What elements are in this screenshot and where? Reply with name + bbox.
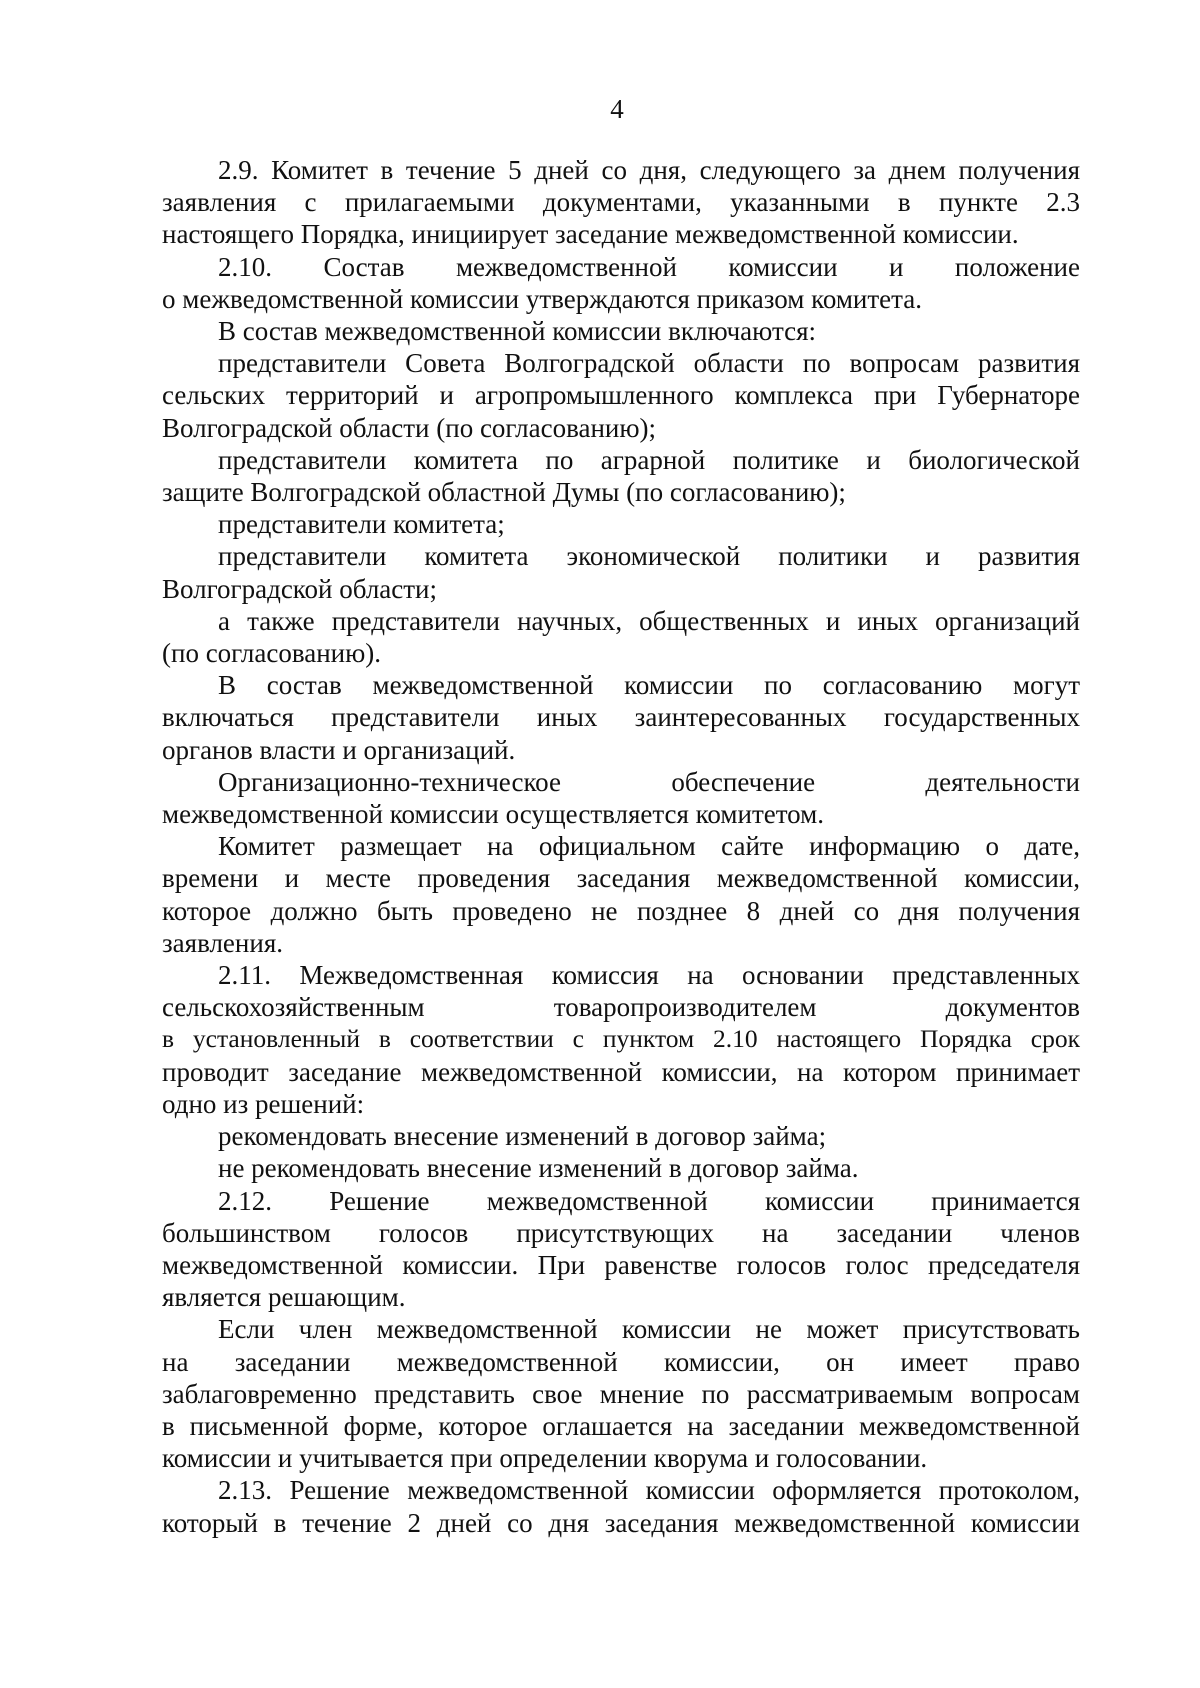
paragraph xyxy=(162,251,1080,315)
text-line: В состав межведомственной комиссии по согласованию могут xyxy=(218,670,1080,701)
paragraph xyxy=(162,766,1080,830)
text-line: рекомендовать внесение изменений в договор займа; xyxy=(218,1121,827,1152)
paragraph xyxy=(162,508,1080,540)
text-line: сельских территорий и агропромышленного комплекса при Губернаторе xyxy=(162,380,1080,411)
paragraph xyxy=(162,315,1080,347)
text-line: представители комитета; xyxy=(218,509,505,540)
text-line: межведомственной комиссии осуществляется комитетом. xyxy=(162,799,824,830)
text-line: времени и месте проведения заседания межведомственной комиссии, xyxy=(162,863,1080,894)
text-line: Волгоградской области; xyxy=(162,573,438,604)
page-number: 4 xyxy=(610,94,624,124)
text-line: 2.13. Решение межведомственной комиссии оформляется протоколом, xyxy=(218,1475,1080,1506)
paragraph xyxy=(162,959,1080,1120)
text-line: Если член межведомственной комиссии не может присутствовать xyxy=(218,1314,1080,1345)
text-line: в письменной форме, которое оглашается на заседании межведомственной xyxy=(162,1410,1080,1441)
text-line: в установленный в соответствии с пунктом 2.10 настоящего Порядка срок xyxy=(162,1024,1080,1054)
text-line: заявления. xyxy=(162,927,283,958)
text-line: настоящего Порядка, инициирует заседание межведомственной комиссии. xyxy=(162,219,1019,250)
paragraph xyxy=(162,1120,1080,1152)
text-line: 2.12. Решение межведомственной комиссии принимается xyxy=(218,1185,1080,1216)
paragraph xyxy=(162,540,1080,604)
text-line: 2.10. Состав межведомственной комиссии и положение xyxy=(218,251,1080,282)
text-line: одно из решений: xyxy=(162,1088,365,1119)
paragraph xyxy=(162,669,1080,766)
text-line: Комитет размещает на официальном сайте информацию о дате, xyxy=(218,831,1080,862)
document-body xyxy=(162,154,1080,1539)
text-line: комиссии и учитывается при определении кворума и голосовании. xyxy=(162,1443,928,1474)
text-line: защите Волгоградской областной Думы (по согласованию); xyxy=(162,477,846,508)
text-line: не рекомендовать внесение изменений в договор займа. xyxy=(218,1153,859,1184)
paragraph xyxy=(162,605,1080,669)
paragraph xyxy=(162,444,1080,508)
text-line: на заседании межведомственной комиссии, он имеет право xyxy=(162,1346,1080,1377)
text-line: о межведомственной комиссии утверждаются приказом комитета. xyxy=(162,283,923,314)
text-line: Волгоградской области (по согласованию); xyxy=(162,412,657,443)
text-line: проводит заседание межведомственной комиссии, на котором принимает xyxy=(162,1056,1080,1087)
paragraph xyxy=(162,830,1080,959)
text-line: межведомственной комиссии. При равенстве голосов голос председателя xyxy=(162,1249,1080,1280)
text-line: представители Совета Волгоградской области по вопросам развития xyxy=(218,348,1080,379)
text-line: который в течение 2 дней со дня заседания межведомственной комиссии xyxy=(162,1507,1080,1538)
paragraph xyxy=(162,1474,1080,1538)
paragraph xyxy=(162,1185,1080,1314)
text-line: большинством голосов присутствующих на заседании членов xyxy=(162,1217,1080,1248)
paragraph xyxy=(162,1152,1080,1184)
text-line: 2.11. Межведомственная комиссия на основании представленных xyxy=(218,960,1080,991)
text-line: сельскохозяйственным товаропроизводителем документов xyxy=(162,992,1080,1023)
text-line: представители комитета экономической политики и развития xyxy=(218,541,1080,572)
text-line: включаться представители иных заинтересованных государственных xyxy=(162,702,1080,733)
paragraph xyxy=(162,347,1080,444)
text-line: представители комитета по аграрной политике и биологической xyxy=(218,444,1080,475)
text-line: заявления с прилагаемыми документами, указанными в пункте 2.3 xyxy=(162,187,1080,218)
paragraph xyxy=(162,1313,1080,1474)
text-line: В состав межведомственной комиссии включаются: xyxy=(218,316,816,347)
text-line: (по согласованию). xyxy=(162,638,382,669)
text-line: а также представители научных, общественных и иных организаций xyxy=(218,605,1080,636)
text-line: заблаговременно представить свое мнение по рассматриваемым вопросам xyxy=(162,1378,1080,1409)
text-line: которое должно быть проведено не позднее 8 дней со дня получения xyxy=(162,895,1080,926)
text-line: Организационно-техническое обеспечение деятельности xyxy=(218,766,1080,797)
paragraph xyxy=(162,154,1080,251)
text-line: органов власти и организаций. xyxy=(162,734,516,765)
text-line: 2.9. Комитет в течение 5 дней со дня, следующего за днем получения xyxy=(218,155,1080,185)
text-line: является решающим. xyxy=(162,1282,406,1313)
